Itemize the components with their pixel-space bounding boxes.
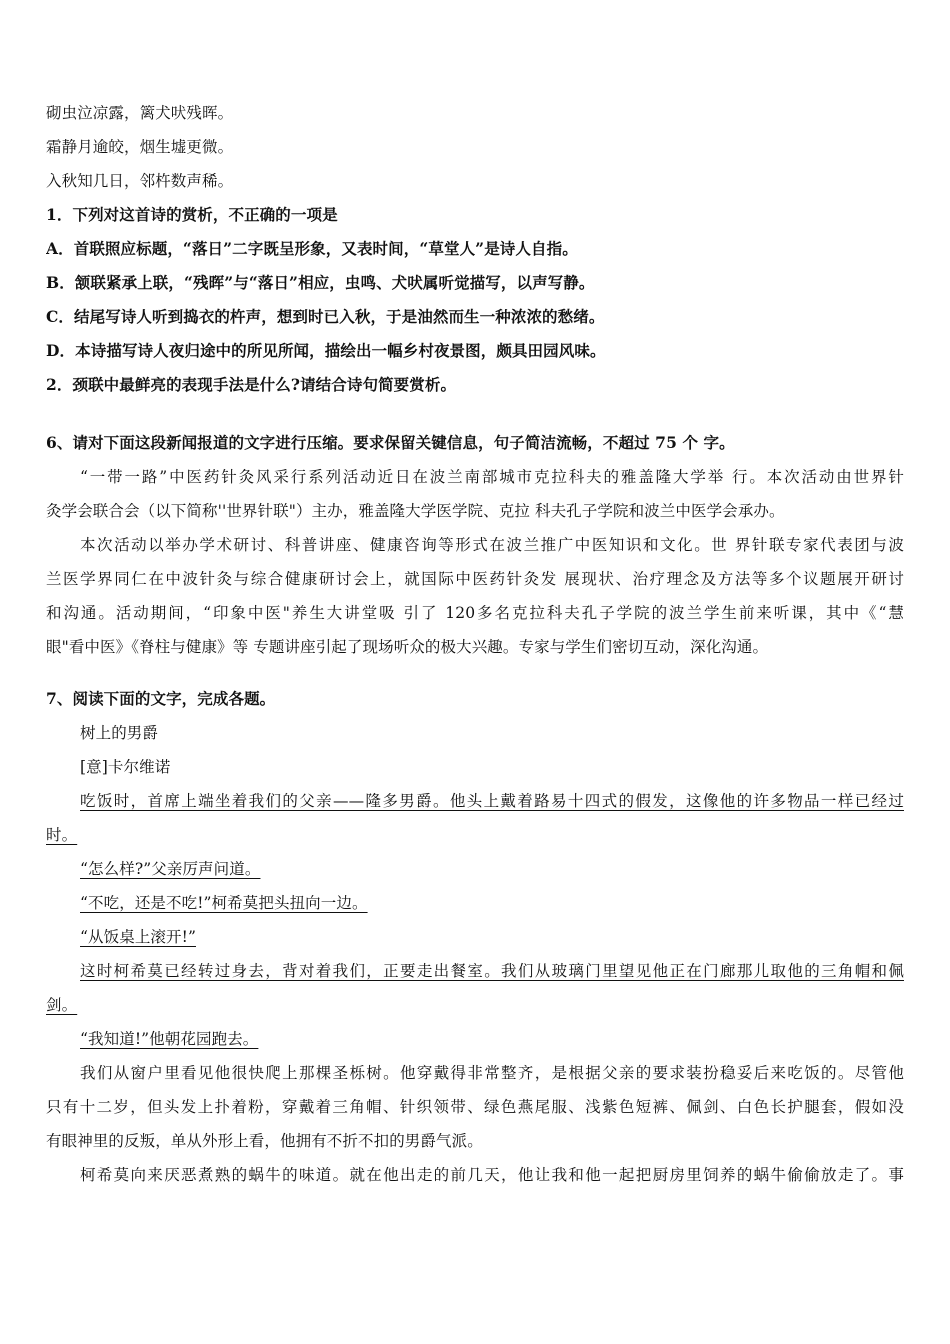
passage-line: 吃饭时，首席上端坐着我们的父亲——隆多男爵。他头上戴着路易十四式的假发，这像他的许多物品一样已经过 <box>80 792 904 810</box>
news-paragraph-line: 灸学会联合会（以下简称''世界针联"）主办，雅盖隆大学医学院、克拉 科夫孔子学院和波兰中医学会承办。 <box>46 502 785 520</box>
question-7-stem: 7、阅读下面的文字，完成各题。 <box>46 689 276 708</box>
option-b: B．颔联紧承上联，“残晖”与“落日”相应，虫鸣、犬吠属听觉描写，以声写静。 <box>46 273 595 292</box>
passage-line: 只有十二岁，但头发上扑着粉，穿戴着三角帽、针织领带、绿色燕尾服、浅紫色短裤、佩剑、白色长护腿套，假如没 <box>46 1098 904 1116</box>
question-6-stem: 6、请对下面这段新闻报道的文字进行压缩。要求保留关键信息，句子简洁流畅，不超过 75 个 字。 <box>46 433 735 452</box>
poem-line: 入秋知几日，邻杵数声稀。 <box>46 172 234 190</box>
option-a: A．首联照应标题，“落日”二字既呈形象，又表时间，“草堂人”是诗人自指。 <box>46 239 578 258</box>
passage-line: “我知道!”他朝花园跑去。 <box>80 1030 259 1048</box>
document-page <box>46 96 904 1192</box>
news-paragraph-line: 本次活动以举办学术研讨、科普讲座、健康咨询等形式在波兰推广中医知识和文化。世 界针联专家代表团与波 <box>80 536 904 554</box>
passage-line: 时。 <box>46 826 78 844</box>
passage-line: “从饭桌上滚开!” <box>80 928 196 946</box>
option-d: D．本诗描写诗人夜归途中的所见所闻，描绘出一幅乡村夜景图，颇具田园风味。 <box>46 341 606 360</box>
news-paragraph-line: “一带一路”中医药针灸风采行系列活动近日在波兰南部城市克拉科夫的雅盖隆大学举 行。本次活动由世界针 <box>80 468 904 486</box>
option-c: C．结尾写诗人听到捣衣的杵声，想到时已入秋，于是油然而生一种浓浓的愁绪。 <box>46 307 605 326</box>
passage-line: 剑。 <box>46 996 78 1014</box>
poem-line: 砌虫泣凉露，篱犬吠残晖。 <box>46 104 234 122</box>
passage-author: [意]卡尔维诺 <box>80 758 171 776</box>
news-paragraph-line: 和沟通。活动期间，“印象中医"养生大讲堂吸 引了 120多名克拉科夫孔子学院的波兰学生前来听课，其中《“慧 <box>46 604 904 622</box>
news-paragraph-line: 眼"看中医》《脊柱与健康》等 专题讲座引起了现场听众的极大兴趣。专家与学生们密切互动，深化沟通。 <box>46 638 769 656</box>
passage-line: 我们从窗户里看见他很快爬上那棵圣栎树。他穿戴得非常整齐，是根据父亲的要求装扮稳妥后来吃饭的。尽管他 <box>80 1064 904 1082</box>
passage-title: 树上的男爵 <box>80 724 159 742</box>
question-2-stem: 2．颈联中最鲜亮的表现手法是什么?请结合诗句简要赏析。 <box>46 375 457 394</box>
passage-line: 柯希莫向来厌恶煮熟的蜗牛的味道。就在他出走的前几天，他让我和他一起把厨房里饲养的蜗牛偷偷放走了。事 <box>80 1166 904 1184</box>
passage-line: 这时柯希莫已经转过身去，背对着我们，正要走出餐室。我们从玻璃门里望见他正在门廊那儿取他的三角帽和佩 <box>80 962 904 980</box>
passage-line: “怎么样?”父亲厉声问道。 <box>80 860 261 878</box>
poem-line: 霜静月逾皎，烟生墟更微。 <box>46 138 234 156</box>
question-1-stem: 1．下列对这首诗的赏析，不正确的一项是 <box>46 205 338 224</box>
passage-line: 有眼神里的反叛，单从外形上看，他拥有不折不扣的男爵气派。 <box>46 1132 483 1150</box>
passage-line: “不吃，还是不吃!”柯希莫把头扭向一边。 <box>80 894 368 912</box>
news-paragraph-line: 兰医学界同仁在中波针灸与综合健康研讨会上，就国际中医药针灸发 展现状、治疗理念及方法等多个议题展开研讨 <box>46 570 904 588</box>
